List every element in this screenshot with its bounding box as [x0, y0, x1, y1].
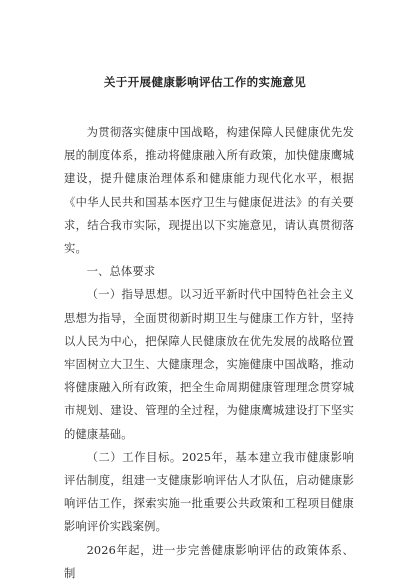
work-goals-paragraph: （二）工作目标。2025年，基本建立我市健康影响评估制度，组建一支健康影响评估人才队伍，启动健康影响评估工作，探索实施一批重要公共政策和工程项目健康影响评价实践案例。 [64, 450, 354, 534]
document-body [64, 121, 354, 585]
section-heading-general-requirements: 一、总体要求 [86, 265, 156, 279]
intro-paragraph: 为贯彻落实健康中国战略，构建保障人民健康优先发展的制度体系，推动将健康融入所有政策，加快健康鹰城建设，提升健康治理体系和健康能力现代化水平，根据《中华人民共和国基本医疗卫生与健康促进法》的有关要求，结合我市实际，现提出以下实施意见，请认真贯彻落实。 [64, 126, 354, 256]
year-2026-paragraph: 2026年起，进一步完善健康影响评估的政策体系、制 [64, 543, 354, 580]
guiding-ideology-paragraph: （一）指导思想。以习近平新时代中国特色社会主义思想为指导，全面贯彻新时期卫生与健康工作方针，坚持以人民为中心，把保障人民健康放在优先发展的战略位置牢固树立大卫生、大健康理念，实施健康中国战略，推动将健康融入所有政策，把全生命周期健康管理理念贯穿城市规划、建设、管理的全过程，为健康鹰城建设打下坚实的健康基础。 [64, 288, 354, 441]
document-title: 关于开展健康影响评估工作的实施意见 [103, 75, 307, 89]
